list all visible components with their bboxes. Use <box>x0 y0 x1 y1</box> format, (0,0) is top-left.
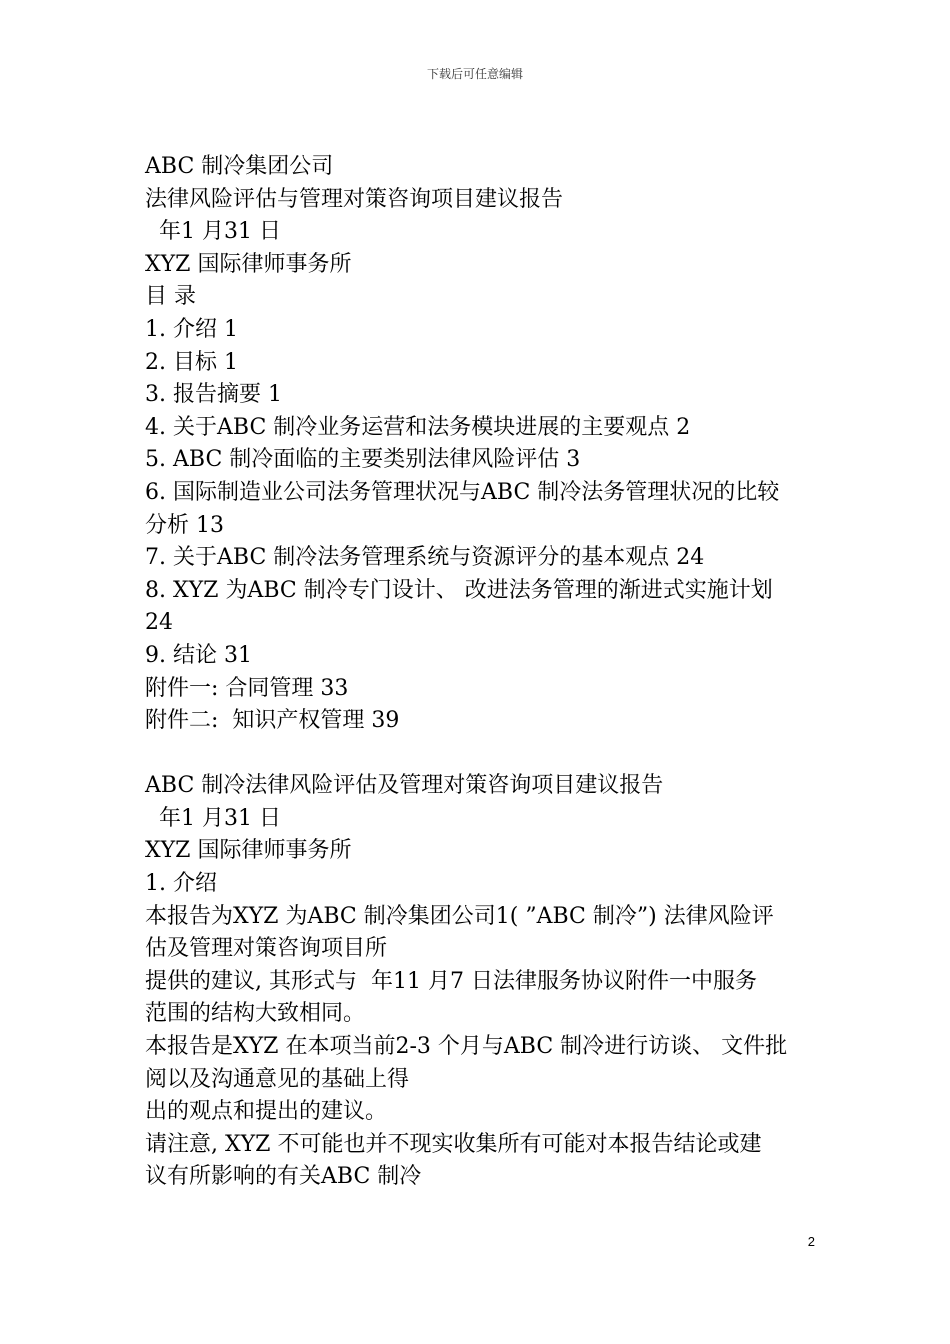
toc-line: 附件二: 知识产权管理 39 <box>145 708 400 734</box>
toc-line: 4. 关于ABC 制冷业务运营和法务模块进展的主要观点 2 <box>145 414 691 440</box>
body-line: 阅以及沟通意见的基础上得 <box>145 1066 410 1092</box>
report-firm: XYZ 国际律师事务所 <box>145 838 352 864</box>
toc-line: 分析 13 <box>145 512 224 538</box>
toc-line: 6. 国际制造业公司法务管理状况与ABC 制冷法务管理状况的比较 <box>145 479 780 505</box>
section-heading: 1. 介绍 <box>145 871 217 897</box>
body-line: 议有所影响的有关ABC 制冷 <box>145 1164 422 1190</box>
toc-line: 5. ABC 制冷面临的主要类别法律风险评估 3 <box>145 447 581 473</box>
toc-line: 24 <box>145 610 173 636</box>
body-line: 提供的建议, 其形式与 年11 月7 日法律服务协议附件一中服务 <box>145 968 757 994</box>
toc-line: 8. XYZ 为ABC 制冷专门设计、 改进法务管理的渐进式实施计划 <box>145 577 773 603</box>
toc-line: 7. 关于ABC 制冷法务管理系统与资源评分的基本观点 24 <box>145 545 705 571</box>
cover-title: 法律风险评估与管理对策咨询项目建议报告 <box>145 186 564 212</box>
cover-date: 年1 月31 日 <box>145 219 281 245</box>
body-line: 估及管理对策咨询项目所 <box>145 936 388 962</box>
document-body <box>145 151 810 1194</box>
toc-line: 附件一: 合同管理 33 <box>145 675 349 701</box>
body-line: 本报告为XYZ 为ABC 制冷集团公司1( ”ABC 制冷”) 法律风险评 <box>145 903 774 929</box>
toc-heading: 目 录 <box>145 284 196 310</box>
report-date: 年1 月31 日 <box>145 805 281 831</box>
body-line: 范围的结构大致相同。 <box>145 1001 366 1027</box>
report-title: ABC 制冷法律风险评估及管理对策咨询项目建议报告 <box>145 773 664 799</box>
page-header: 下载后可任意编辑 <box>426 67 523 81</box>
cover-firm: XYZ 国际律师事务所 <box>145 251 352 277</box>
page-number: 2 <box>807 1234 815 1249</box>
body-line: 请注意, XYZ 不可能也并不现实收集所有可能对本报告结论或建 <box>145 1131 762 1157</box>
toc-line: 2. 目标 1 <box>145 349 238 375</box>
toc-line: 3. 报告摘要 1 <box>145 382 282 408</box>
toc-line: 1. 介绍 1 <box>145 316 238 342</box>
cover-company: ABC 制冷集团公司 <box>145 154 334 179</box>
toc-line: 9. 结论 31 <box>145 642 252 668</box>
body-line: 出的观点和提出的建议。 <box>145 1099 388 1125</box>
section-gap <box>145 738 810 771</box>
body-line: 本报告是XYZ 在本项当前2-3 个月与ABC 制冷进行访谈、 文件批 <box>145 1034 788 1060</box>
